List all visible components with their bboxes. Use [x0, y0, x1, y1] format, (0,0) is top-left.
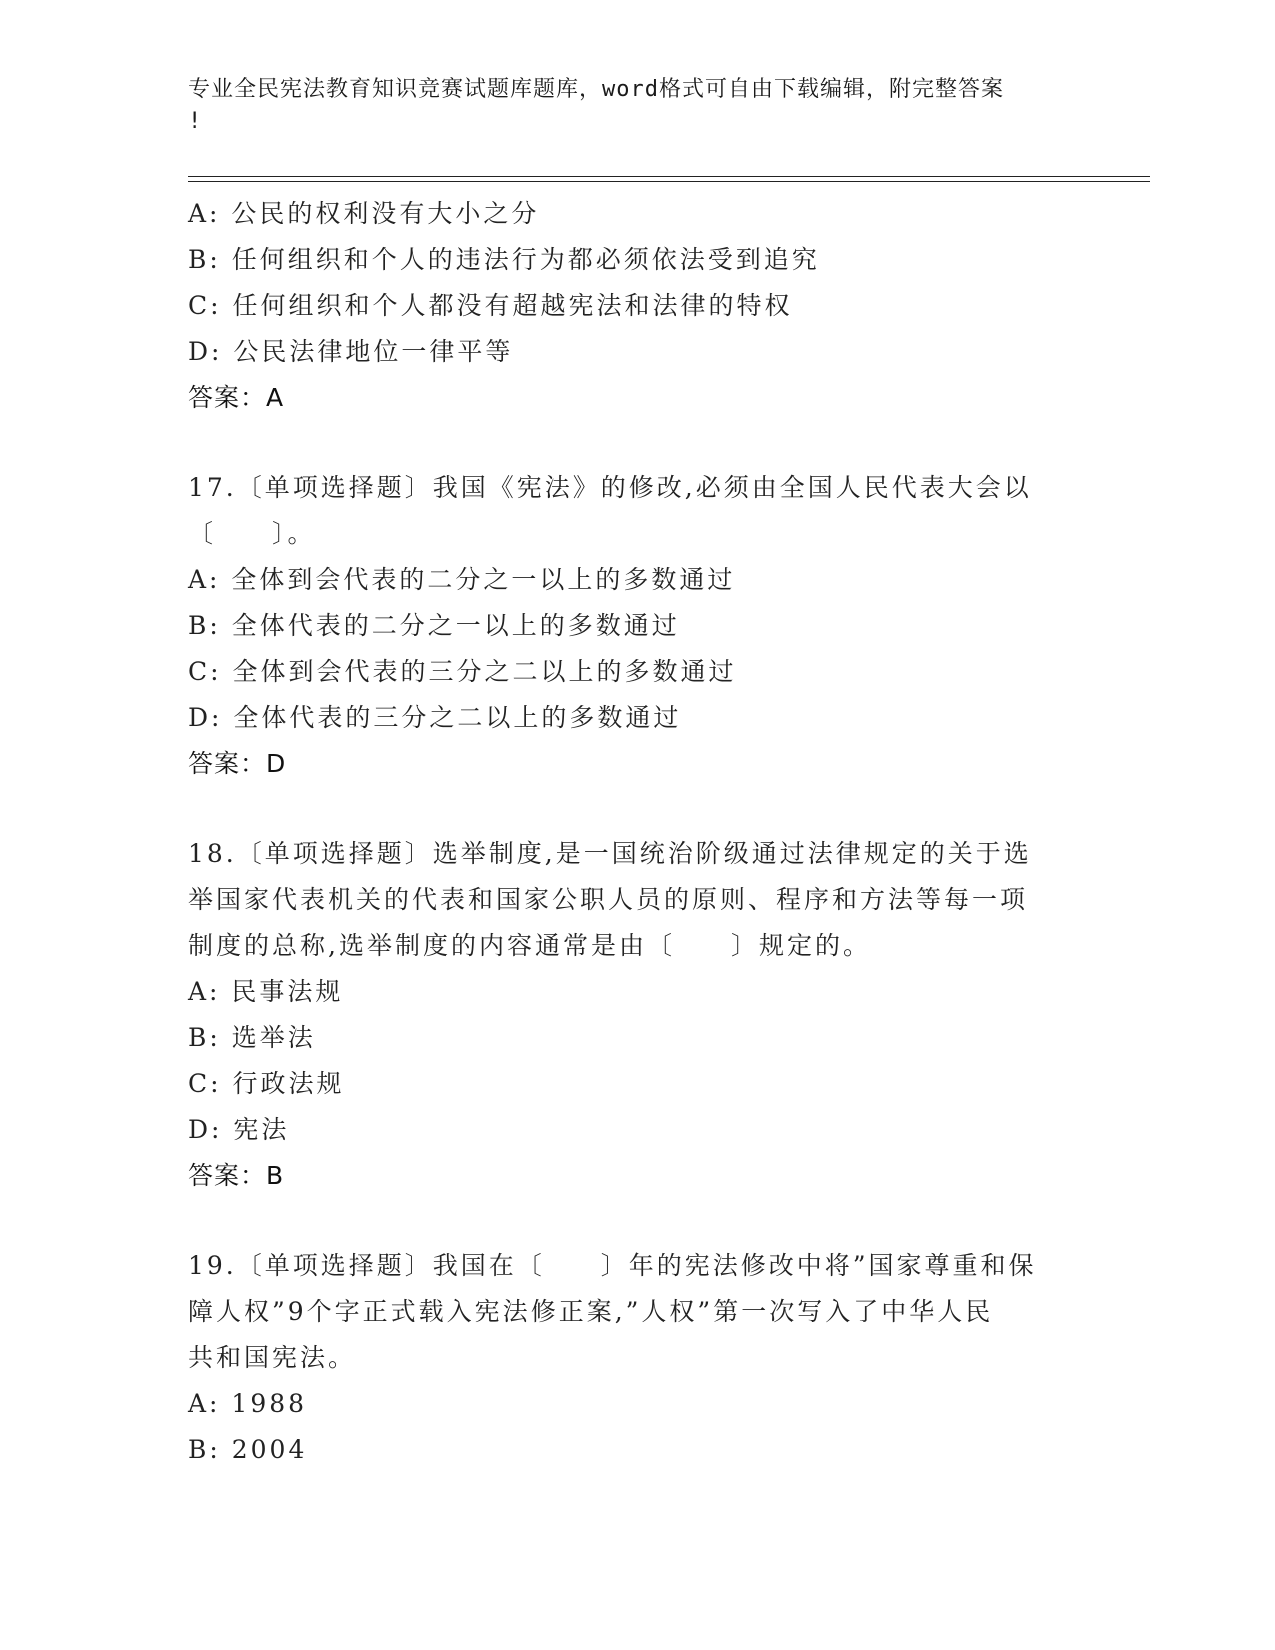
spacer: [188, 787, 1068, 831]
answer: 答案：B: [188, 1161, 285, 1190]
question-stem-continuation: 〔 〕。: [188, 519, 316, 548]
question-stem-continuation: 共和国宪法。: [188, 1343, 357, 1372]
option-b: B: 选举法: [188, 1023, 316, 1052]
question-16-tail: [188, 191, 1068, 421]
spacer: [188, 421, 1068, 465]
question-stem: 19.〔单项选择题〕我国在〔 〕年的宪法修改中将”国家尊重和保: [188, 1251, 1037, 1280]
answer: 答案：D: [188, 749, 287, 778]
option-b: B: 全体代表的二分之一以上的多数通过: [188, 611, 680, 640]
option-c: C: 任何组织和个人都没有超越宪法和法律的特权: [188, 291, 793, 320]
option-d: D: 公民法律地位一律平等: [188, 337, 514, 366]
question-18: [188, 831, 1068, 1199]
option-a: A: 民事法规: [188, 977, 344, 1006]
header-title-continuation: !: [188, 109, 203, 134]
option-b: B: 任何组织和个人的违法行为都必须依法受到追究: [188, 245, 820, 274]
option-d: D: 全体代表的三分之二以上的多数通过: [188, 703, 682, 732]
header-divider-top: [188, 176, 1150, 177]
question-content: [188, 191, 1068, 1473]
option-a: A: 公民的权利没有大小之分: [188, 199, 540, 228]
option-d: D: 宪法: [188, 1115, 290, 1144]
question-stem-continuation: 制度的总称,选举制度的内容通常是由〔 〕规定的。: [188, 931, 871, 960]
option-a: A: 全体到会代表的二分之一以上的多数通过: [188, 565, 736, 594]
question-19: [188, 1243, 1068, 1473]
header-title: 专业全民宪法教育知识竞赛试题库题库，word格式可自由下载编辑，附完整答案: [188, 77, 1004, 102]
question-stem: 17.〔单项选择题〕我国《宪法》的修改,必须由全国人民代表大会以: [188, 473, 1032, 502]
question-17: [188, 465, 1068, 787]
question-stem-continuation: 举国家代表机关的代表和国家公职人员的原则、程序和方法等每一项: [188, 885, 1029, 914]
question-stem: 18.〔单项选择题〕选举制度,是一国统治阶级通过法律规定的关于选: [188, 839, 1032, 868]
answer: 答案：A: [188, 383, 285, 412]
option-c: C: 行政法规: [188, 1069, 345, 1098]
option-c: C: 全体到会代表的三分之二以上的多数通过: [188, 657, 737, 686]
spacer: [188, 1199, 1068, 1243]
header-divider-bottom: [188, 181, 1150, 182]
option-b: B: 2004: [188, 1435, 308, 1464]
option-a: A: 1988: [188, 1389, 308, 1418]
question-stem-continuation: 障人权”9个字正式载入宪法修正案,”人权”第一次写入了中华人民: [188, 1297, 994, 1326]
document-header: [188, 74, 1068, 138]
